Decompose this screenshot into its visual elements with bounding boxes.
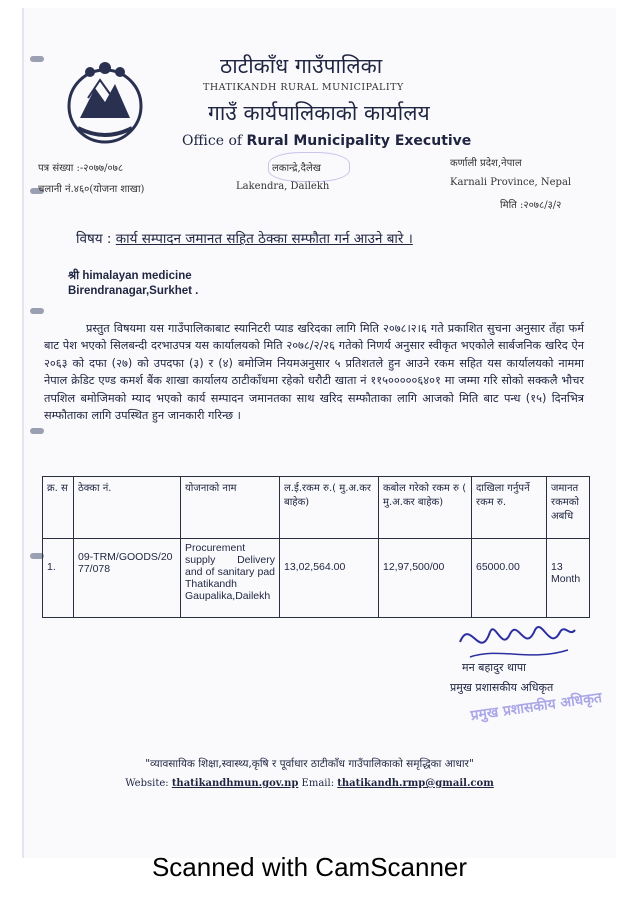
province-en: Karnali Province, Nepal (450, 177, 572, 188)
slogan: "व्यावसायिक शिक्षा,स्वास्थ्य,कृषि र पूर्वाधार ठाटीकाँध गाउँपालिकाको समृद्धिका आधार" (145, 758, 474, 770)
addressee-name: श्री himalayan medicine (68, 270, 192, 282)
municipality-logo (60, 58, 150, 148)
municipality-title-np: ठाटीकाँध गाउँपालिका (220, 54, 383, 78)
office-title-np: गाउँ कार्यपालिकाको कार्यालय (208, 101, 430, 125)
website-link[interactable]: thatikandhmun.gov.np (171, 778, 299, 789)
table-cell: Procurement supply Delivery and of sanitary pad Thatikandh Gaupalika,Dailekh (181, 539, 280, 618)
table-header-cell: जमानत रकमको अबधि (547, 477, 590, 539)
addressee-address: Birendranagar,Surkhet . (68, 285, 199, 297)
table-header-cell: कबोल गरेको रकम रु ( मु.अ.कर बाहेक) (379, 477, 472, 539)
letter-body: प्रस्तुत विषयमा यस गाउँपालिकाबाट स्यानिटरी प्याड खरिदका लागि मिति २०७८।२।६ गते प्रकाशित सुचना अनुसार तँहा फर्म बाट पेश भएको सिलबन्दी दरभाउपत्र यस कार्यालयको मिति २०७८/२/२६ गतेको निणर्य अनुसार स्वीकृत भएकोले सार्बजनिक खरिद ऐन २०६३ को दफा (२७) को उपदफा (३) र (४) बमोजिम नियमअनुसार ५ प्रतिशतले हुन आउने रकम सहित यस कार्यालयको नाममा नेपाल क्रेडिट एण्ड कमर्श बैंक शाखा कार्यालय ठाटीकाँधमा रहेको धरौटी खाता नं ११५०००००६४०१ मा जम्मा गरि सोको सक्कलै भौचर तपशिल बमोजिमको म्याद भएको कार्य सम्पादन जमानतका साथ खरिद सम्फौताका लागि आजको मिति बाट पन्ध (१५) दिनभित्र सम्फौताका लागि उपस्थित हुन जानकारी गरिन्छ । (44, 322, 584, 423)
table-cell: 65000.00 (472, 539, 547, 618)
municipality-title-en: THATIKANDH RURAL MUNICIPALITY (203, 82, 404, 93)
table-header-row (43, 477, 590, 539)
signatory-name: मन बहादुर थापा (462, 661, 526, 674)
place-en: Lakendra, Dailekh (236, 181, 330, 192)
table-header-cell: ठेक्का नं. (74, 477, 181, 539)
letter-date: मिति :२०७८/३/२ (500, 200, 562, 211)
province-np: कर्णाली प्रदेश,नेपाल (450, 158, 522, 169)
designation-stamp: प्रमुख प्रशासकीय अधिकृत (469, 689, 603, 725)
subject-line: विषय : कार्य सम्पादन जमानत सहित ठेक्का सम्फौता गर्न आउने बारे । (76, 231, 413, 247)
scanner-watermark: Scanned with CamScanner (151, 852, 468, 882)
table-cell: 09-TRM/GOODS/2077/078 (74, 539, 181, 618)
contact-line: Website: thatikandhmun.gov.np Email: thatikandh.rmp@gmail.com (125, 778, 494, 789)
table-header-cell: योजनाको नाम (181, 477, 280, 539)
signatory-title: प्रमुख प्रशासकीय अधिकृत (450, 681, 554, 694)
letter-number: पत्र संख्या :-२०७७/०७८ (38, 163, 124, 174)
table-header-cell: दाखिला गर्नुपर्ने रकम रु. (472, 477, 547, 539)
place-np: लकान्द्रे,दैलेख (272, 163, 321, 174)
table-row (43, 539, 590, 618)
table-cell: 13,02,564.00 (280, 539, 379, 618)
table-cell: 1. (43, 539, 74, 618)
table-header-cell: क्र. स (43, 477, 74, 539)
table-cell: 13 Month (547, 539, 590, 618)
office-title-en: Office of Rural Municipality Executive (182, 133, 472, 149)
table-cell: 12,97,500/00 (379, 539, 472, 618)
table-header-cell: ल.ई.रकम रु.( मु.अ.कर बाहेक) (280, 477, 379, 539)
email-link[interactable]: thatikandh.rmp@gmail.com (337, 778, 494, 789)
dispatch-number: चलानी नं.४६०(योजना शाखा) (38, 184, 145, 195)
contract-table (42, 476, 590, 618)
